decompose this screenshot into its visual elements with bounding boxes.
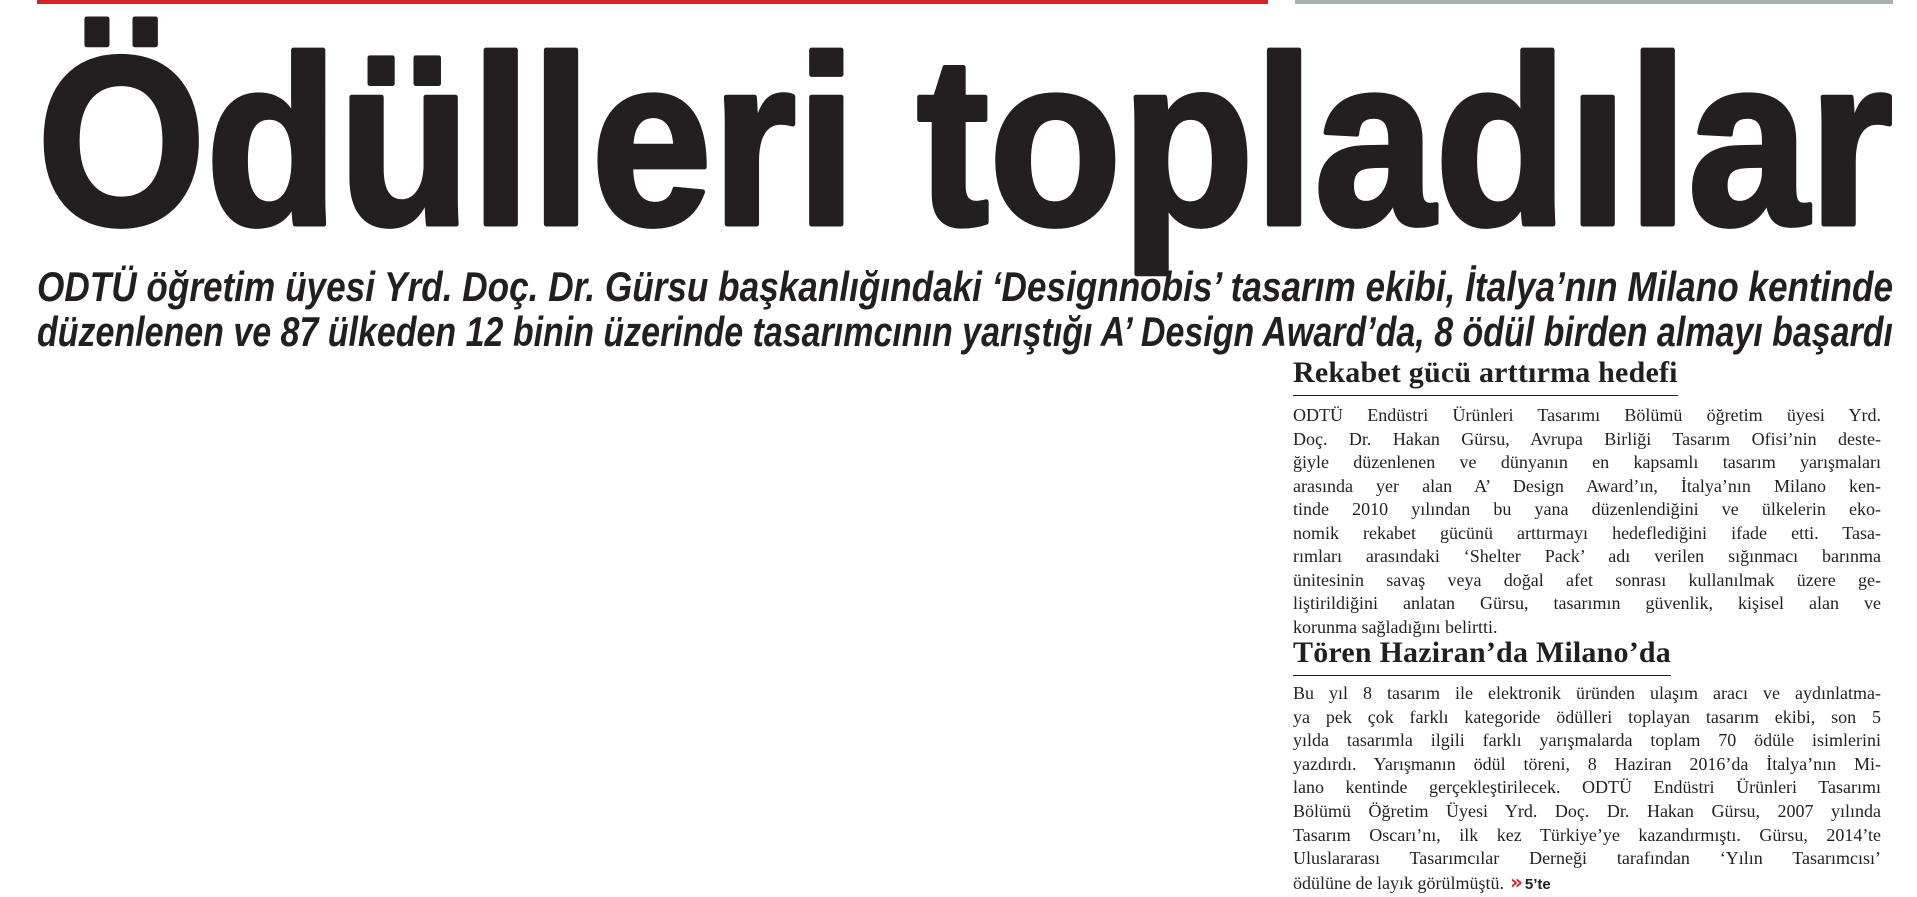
double-chevron-right-icon: » — [1509, 870, 1521, 894]
section-heading: Tören Haziran’da Milano’da — [1293, 637, 1671, 676]
body-line-last — [1293, 871, 1881, 895]
section-heading: Rekabet gücü arttırma hedefi — [1293, 357, 1678, 396]
body-line: ODTÜ Endüstri Ürünleri Tasarımı Bölümü öğretim üyesi Yrd. — [1293, 405, 1881, 425]
body-line: yılda tasarımla ilgili farklı yarışmalarda toplam 70 ödüle isimlerini — [1293, 730, 1881, 751]
headline-block — [0, 0, 1917, 360]
body-line: liştirildiğini anlatan Gürsu, tasarımın güvenlik, kişisel alan ve — [1293, 593, 1881, 613]
body-line: korunma sağladığını belirtti. — [1293, 616, 1498, 637]
body-line: nomik rekabet gücünü arttırmayı hedeflediğini ifade etti. Tasa- — [1293, 522, 1881, 543]
continued-page-ref: 5’te — [1524, 875, 1551, 893]
body-line: yazdırdı. Yarışmanın ödül töreni, 8 Haziran 2016’da İtalya’nın Mi- — [1293, 753, 1881, 774]
body-line: ğiyle düzenlenen ve dünyanın en kapsamlı tasarım yarışmaları — [1293, 452, 1881, 472]
body-line: ünitesinin savaş veya doğal afet sonrası kullanılmak üzere ge- — [1293, 569, 1881, 590]
body-line: tinde 2010 yılından bu yana düzenlendiğini ve ülkelerin eko- — [1293, 499, 1881, 519]
subheadline-line-1: ODTÜ öğretim üyesi Yrd. Doç. Dr. Gürsu başkanlığındaki ‘Designnobis’ tasarım ekibi, İtalya’nın Milano kentinde — [37, 263, 1893, 310]
body-line: Uluslararası Tasarımcılar Derneği tarafından ‘Yılın Tasarımcısı’ — [1293, 848, 1881, 869]
subheadline-line-2: düzenlenen ve 87 ülkeden 12 binin üzerinde tasarımcının yarıştığı A’ Design Award’da, 8 ödül birden almayı başardı — [37, 308, 1893, 355]
section-body — [1293, 404, 1881, 639]
section-body — [1293, 682, 1881, 894]
body-line: Bölümü Öğretim Üyesi Yrd. Doç. Dr. Hakan Gürsu, 2007 yılında — [1293, 800, 1881, 821]
body-line-text: ödülüne de layık görülmüştü. — [1293, 872, 1504, 893]
headline: Ödülleri topladılar — [37, 7, 1893, 275]
body-line: lano kentinde gerçekleştirilecek. ODTÜ Endüstri Ürünleri Tasarımı — [1293, 777, 1881, 798]
body-line: ya pek çok farklı kategoride ödülleri toplayan tasarım ekibi, son 5 — [1293, 706, 1881, 727]
body-line: Doç. Dr. Hakan Gürsu, Avrupa Birliği Tasarım Ofisi’nin deste- — [1293, 428, 1881, 449]
body-line: Bu yıl 8 tasarım ile elektronik üründen ulaşım aracı ve aydınlatma- — [1293, 683, 1881, 703]
body-line: Tasarım Oscarı’nı, ilk kez Türkiye’ye kazandırmıştı. Gürsu, 2014’te — [1293, 824, 1881, 845]
body-line: arasında yer alan A’ Design Award’ın, İtalya’nın Milano ken- — [1293, 475, 1881, 496]
body-line: rımları arasındaki ‘Shelter Pack’ adı verilen sığınmacı barınma — [1293, 546, 1881, 566]
